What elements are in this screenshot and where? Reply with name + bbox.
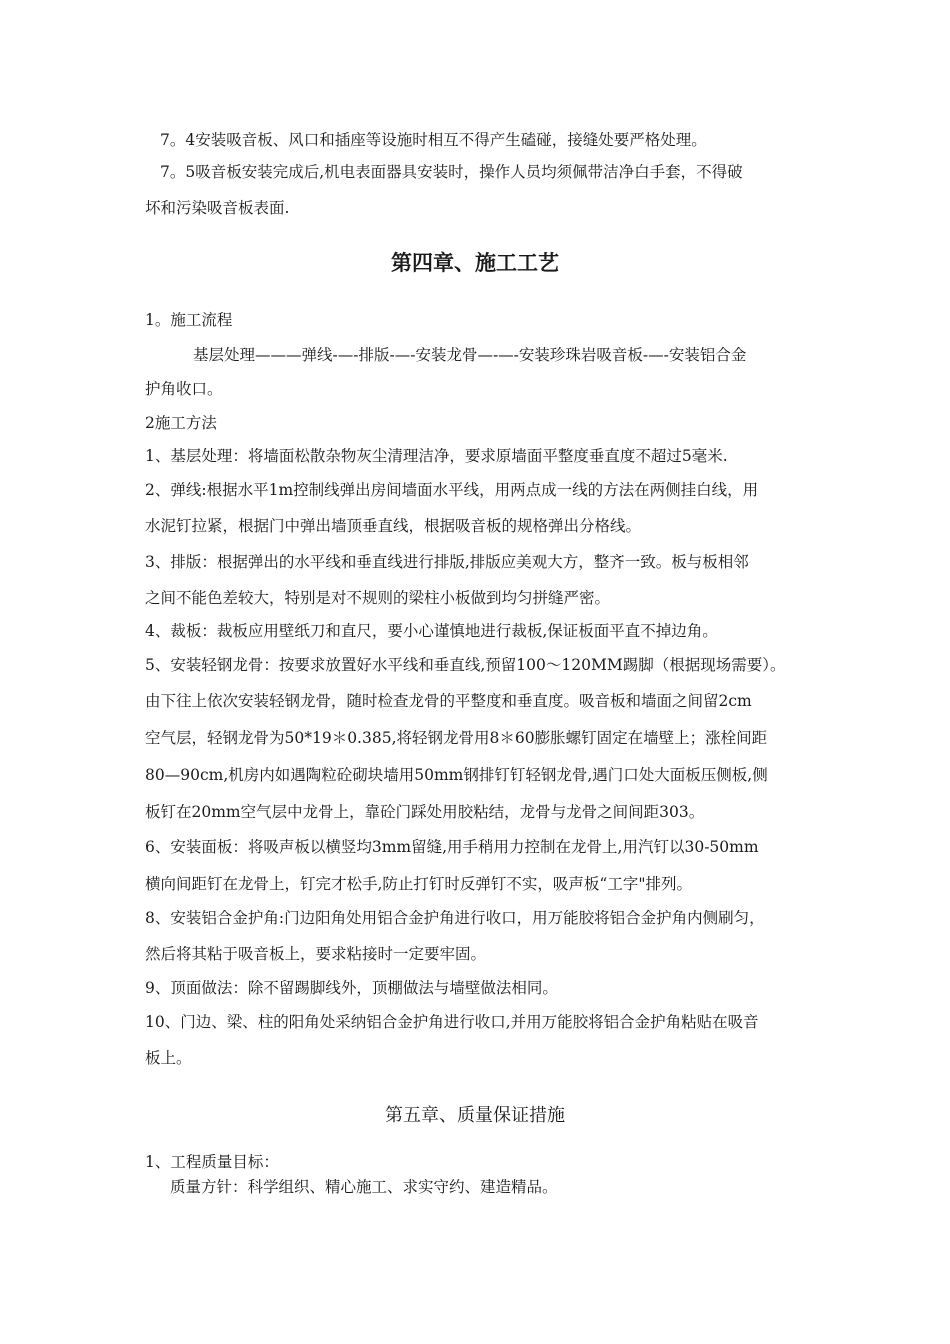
method-line: 由下往上依次安装轻钢龙骨，随时检查龙骨的平整度和垂直度。吸音板和墙面之间留2cm [145,692,752,710]
method-line: 空气层，轻钢龙骨为50*19＊0.385,将轻钢龙骨用8＊60膨胀螺钉固定在墙壁上；涨栓间距 [145,729,768,747]
method-line: 板上。 [145,1049,192,1067]
chapter4-title: 第四章、施工工艺 [391,250,559,275]
method-line: 1、基层处理：将墙面松散杂物灰尘清理洁净，要求原墙面平整度垂直度不超过5毫米. [145,447,728,465]
paragraph-7-4: 7。4安装吸音板、风口和插座等设施时相互不得产生磕碰，接缝处要严格处理。 [160,131,707,149]
method-line: 8、安装铝合金护角:门边阳角处用铝合金护角进行收口，用万能胶将铝合金护角内侧刷匀， [145,909,765,927]
flow-line-2: 护角收口。 [145,380,223,398]
quality-target-heading: 1、工程质量目标： [145,1153,279,1171]
quality-policy-text: 质量方针：科学组织、精心施工、求实守约、建造精品。 [170,1178,558,1196]
method-line: 9、顶面做法：除不留踢脚线外，顶棚做法与墙壁做法相同。 [145,979,558,997]
method-line: 之间不能色差较大，特别是对不规则的梁柱小板做到均匀拼缝严密。 [145,589,611,607]
method-line: 横向间距钉在龙骨上，钉完才松手,防止打钉时反弹钉不实，吸声板“工字"排列。 [145,875,692,893]
method-line: 水泥钉拉紧，根据门中弹出墙顶垂直线，根据吸音板的规格弹出分格线。 [145,517,642,535]
method-line: 10、门边、梁、柱的阳角处采纳铝合金护角进行收口,并用万能胶将铝合金护角粘贴在吸音 [145,1013,759,1031]
paragraph-7-5-line1: 7。5吸音板安装完成后,机电表面器具安装时，操作人员均须佩带洁净白手套，不得破 [160,163,743,181]
method-line: 2、弹线:根据水平1m控制线弹出房间墙面水平线，用两点成一线的方法在两侧挂白线，用 [145,481,759,499]
construction-flow-heading: 1。施工流程 [145,311,233,329]
method-line: 板钉在20mm空气层中龙骨上，靠砼门踩处用胶粘结，龙骨与龙骨之间间距303。 [145,803,705,821]
method-line: 80—90cm,机房内如遇陶粒砼砌块墙用50mm钢排钉钉轻钢龙骨,遇门口处大面板压侧板,侧 [145,766,768,784]
method-line: 4、裁板：裁板应用壁纸刀和直尺，要小心谨慎地进行裁板,保证板面平直不掉边角。 [145,622,718,640]
paragraph-7-5-line2: 坏和污染吸音板表面. [145,199,290,217]
method-line: 3、排版：根据弹出的水平线和垂直线进行排版,排版应美观大方，整齐一致。板与板相邻 [145,553,749,571]
method-line: 然后将其粘于吸音板上，要求粘接时一定要牢固。 [145,945,487,963]
flow-line-1: 基层处理———弹线-—-排版-—-安装龙骨—-—-安装珍珠岩吸音板-—-安装铝合金 [193,346,747,364]
method-line: 5、安装轻钢龙骨：按要求放置好水平线和垂直线,预留100～120MM踢脚（根据现场需要）。 [145,656,786,674]
construction-method-heading: 2施工方法 [145,414,217,432]
chapter5-title: 第五章、质量保证措施 [385,1105,565,1126]
method-line: 6、安装面板：将吸声板以横竖均3mm留缝,用手稍用力控制在龙骨上,用汽钉以30-50mm [145,838,759,856]
